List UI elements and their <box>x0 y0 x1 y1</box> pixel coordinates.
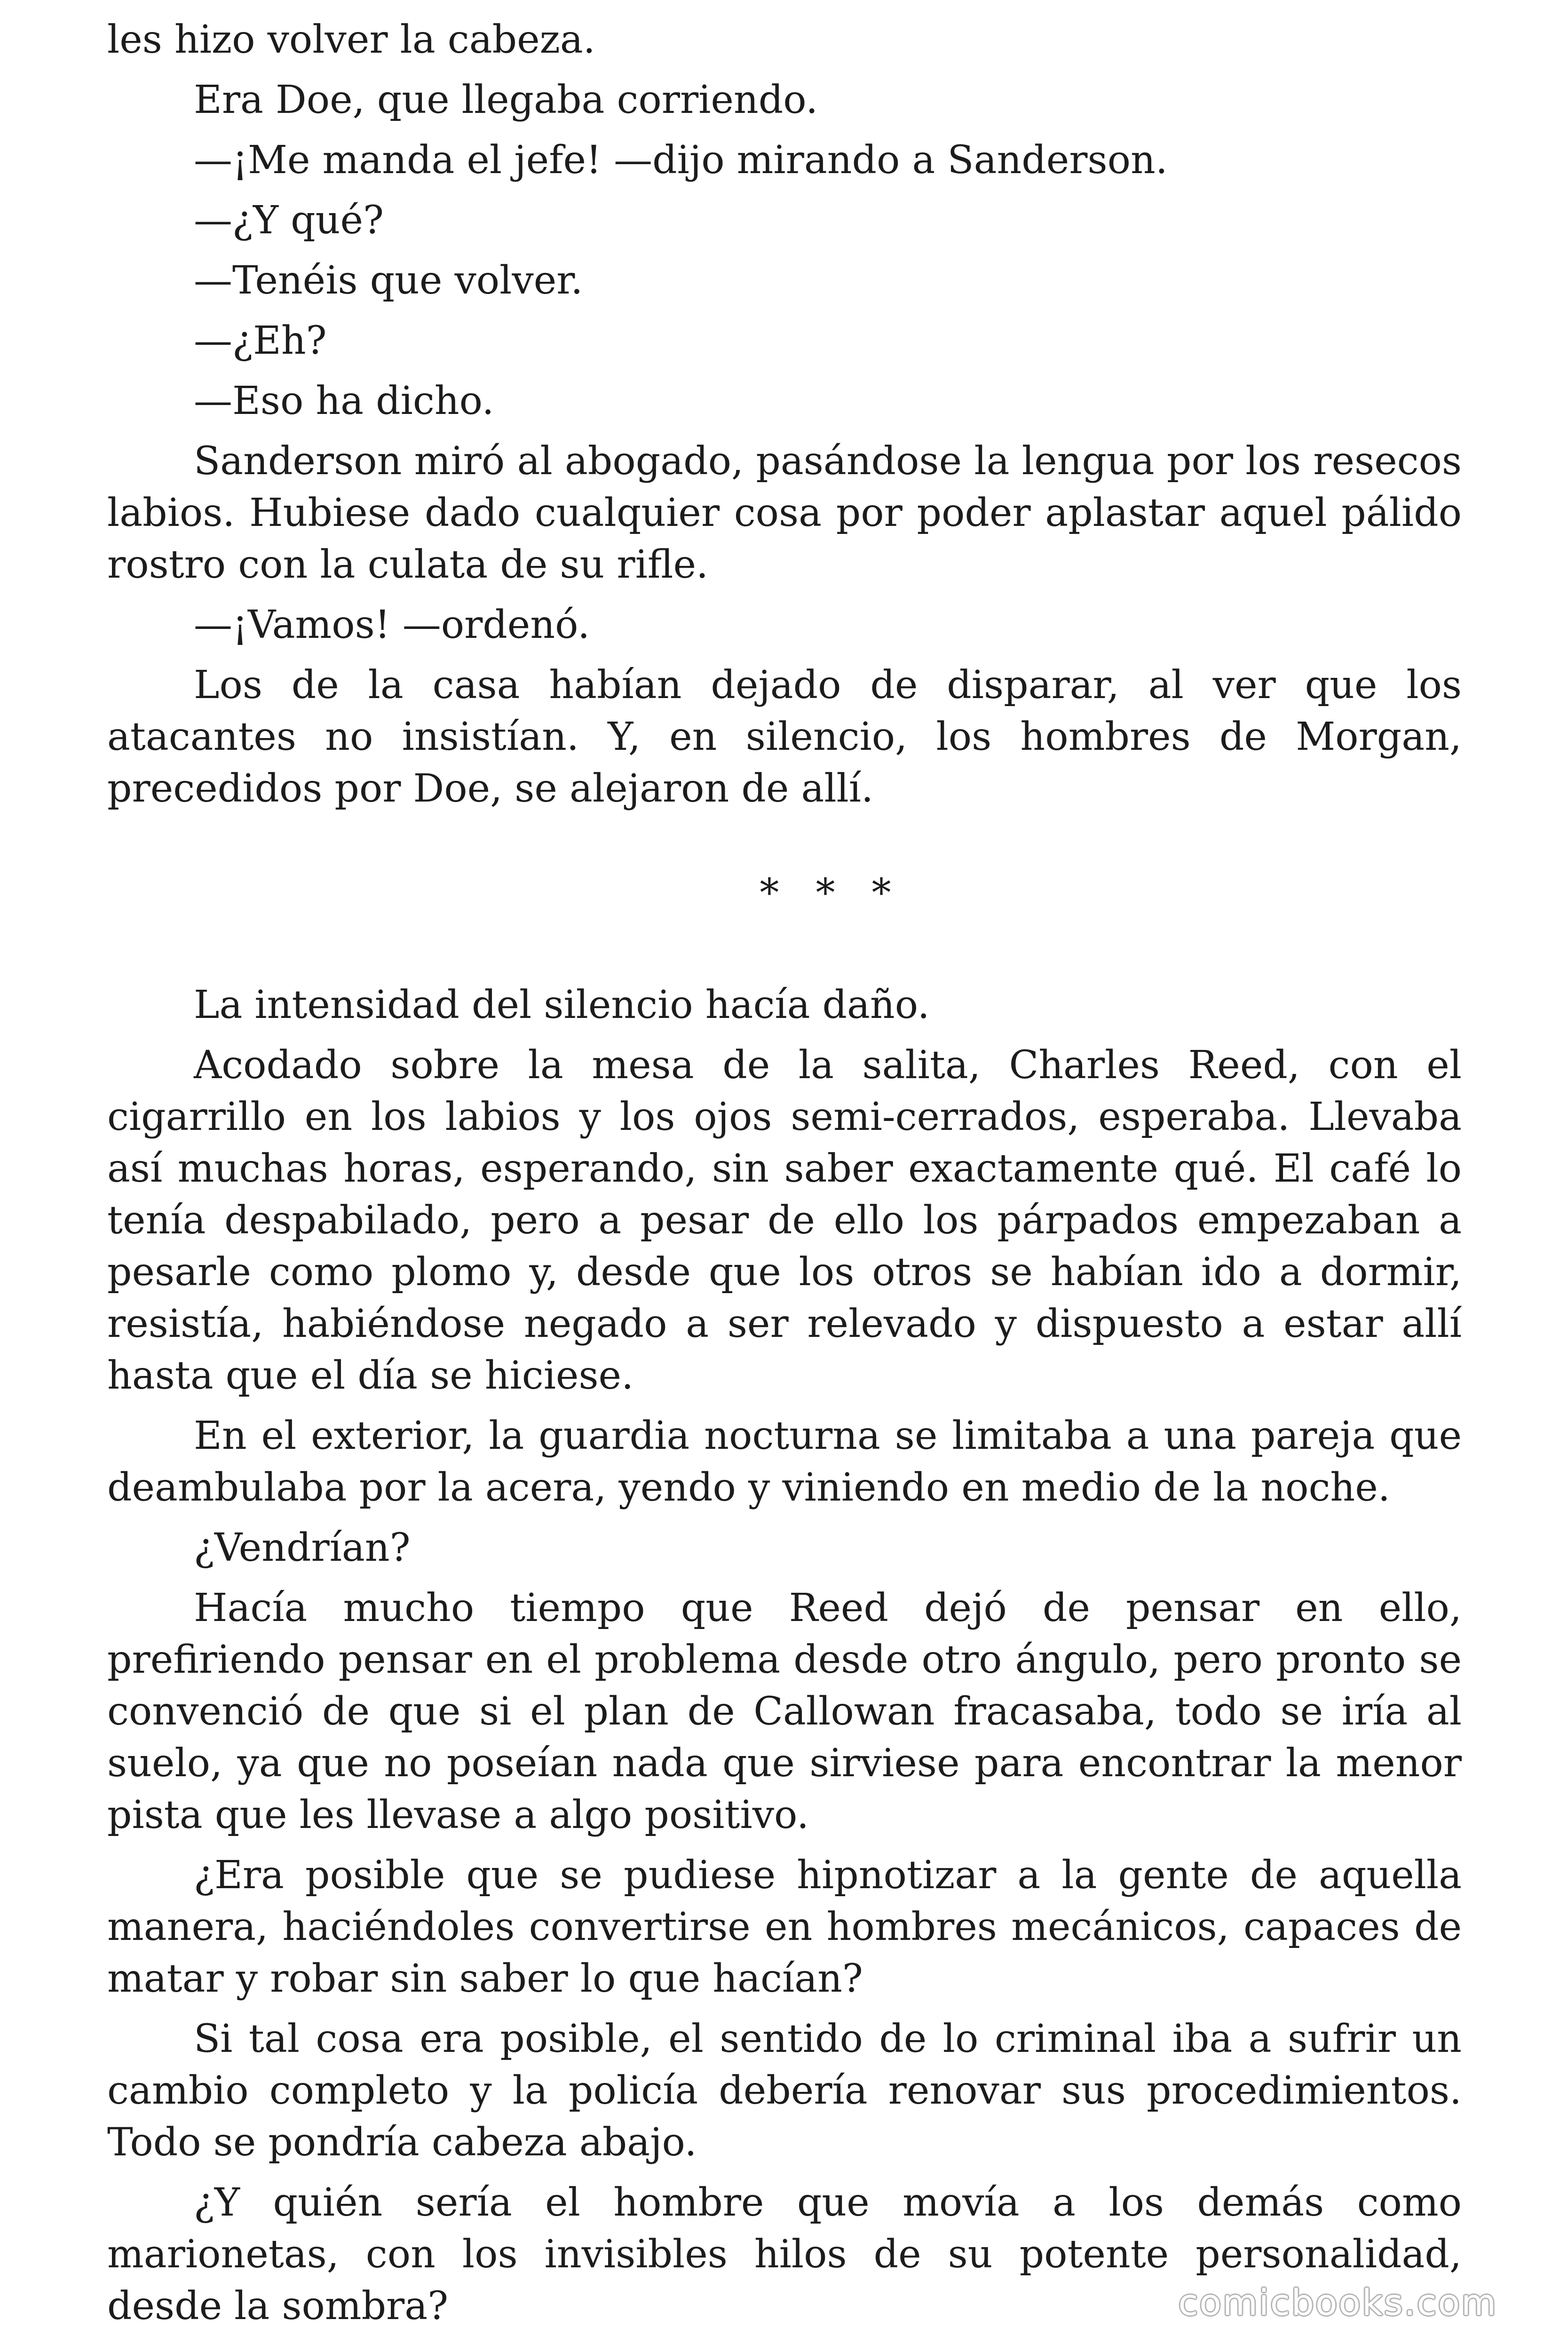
paragraph: ¿Vendrían? <box>194 1526 411 1570</box>
paragraph: —¡Me manda el jefe! —dijo mirando a Sanderson. <box>194 138 1168 183</box>
section-separator: * * * <box>760 871 903 915</box>
paragraph: Los de la casa habían dejado de disparar, al ver que los atacantes no insistían. Y, en silencio, los hombres de Morgan, precedidos por Doe, se alejaron de allí. <box>107 663 1462 811</box>
text-block <box>107 14 1462 2341</box>
top-paragraphs <box>107 14 1462 815</box>
paragraph: Acodado sobre la mesa de la salita, Charles Reed, con el cigarrillo en los labios y los ojos semi-cerrados, esperaba. Llevaba así muchas horas, esperando, sin saber exactamente qué. El café lo tenía despabilado, pero a pesar de ello los párpados empezaban a pesarle como plomo y, desde que los otros se habían ido a dormir, resistía, habiéndose negado a ser relevado y dispuesto a estar allí hasta que el día se hiciese. <box>107 1043 1462 1398</box>
paragraph: Sanderson miró al abogado, pasándose la lengua por los resecos labios. Hubiese dado cualquier cosa por poder aplastar aquel pálido rostro con la culata de su rifle. <box>107 439 1462 587</box>
paragraph: ¿Y quién sería el hombre que movía a los demás como marionetas, con los invisibles hilos de su potente personalidad, desde la sombra? <box>107 2180 1462 2328</box>
paragraph: Hacía mucho tiempo que Reed dejó de pensar en ello, prefiriendo pensar en el problema desde otro ángulo, pero pronto se convenció de que si el plan de Callowan fracasaba, todo se iría al suelo, ya que no poseían nada que sirviese para encontrar la menor pista que les llevase a algo positivo. <box>107 1586 1462 1837</box>
paragraph: —¿Y qué? <box>194 198 384 243</box>
paragraph: Era Doe, que llegaba corriendo. <box>194 78 818 122</box>
paragraph: les hizo volver la cabeza. <box>107 17 595 62</box>
paragraph: En el exterior, la guardia nocturna se limitaba a una pareja que deambulaba por la acera, yendo y viniendo en medio de la noche. <box>107 1414 1462 1510</box>
paragraph: La intensidad del silencio hacía daño. <box>194 983 930 1027</box>
bottom-paragraphs <box>107 979 1462 2332</box>
paragraph: —¿Eh? <box>194 318 327 363</box>
watermark: comicbooks.com <box>1178 2281 1497 2323</box>
paragraph: Si tal cosa era posible, el sentido de lo criminal iba a sufrir un cambio completo y la policía debería renovar sus procedimientos. Todo se pondría cabeza abajo. <box>107 2017 1462 2165</box>
paragraph: —Tenéis que volver. <box>194 258 583 303</box>
paragraph: ¿Era posible que se pudiese hipnotizar a la gente de aquella manera, haciéndoles convertirse en hombres mecánicos, capaces de matar y robar sin saber lo que hacían? <box>107 1853 1462 2001</box>
paragraph: —¡Vamos! —ordenó. <box>194 603 590 647</box>
paragraph: —Eso ha dicho. <box>194 379 494 423</box>
